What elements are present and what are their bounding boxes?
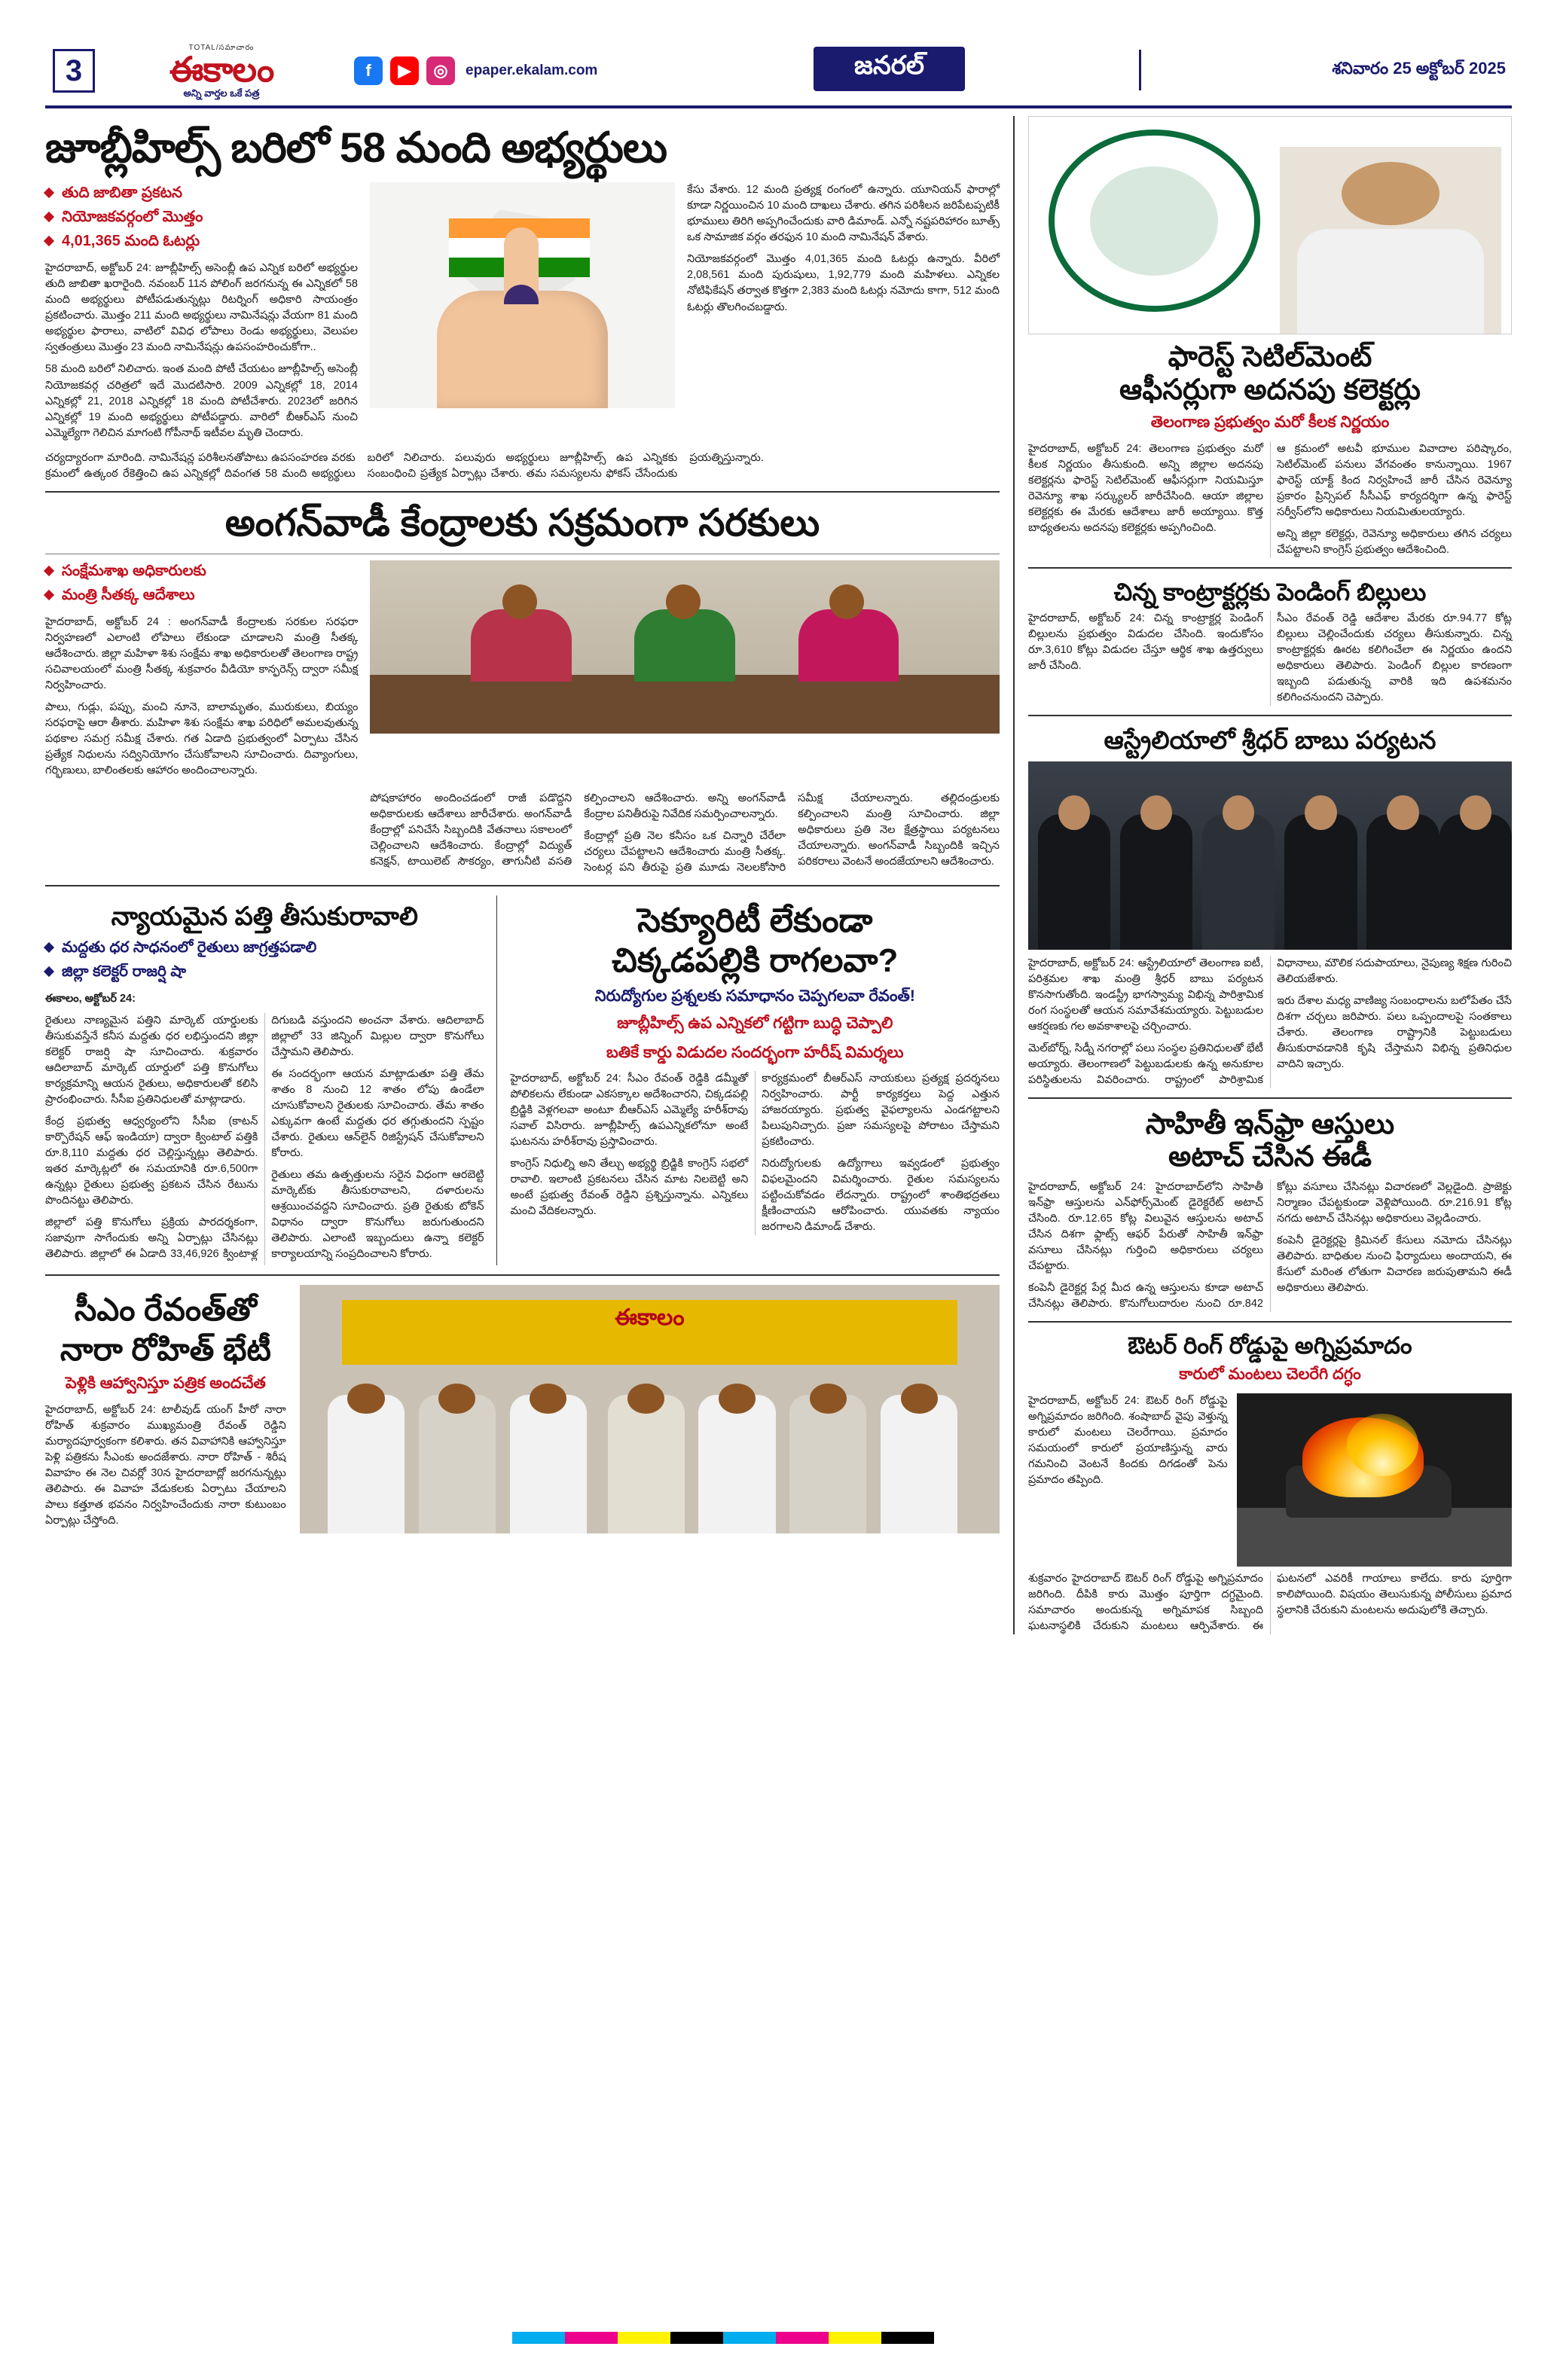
cm-portrait [1280,147,1501,334]
anganwadi-bullets [45,560,358,606]
security-subhead-red-1: జూబ్లీహిల్స్ ఉప ఎన్నికలో గట్టిగా బుద్ధి చెప్పాలి [617,1015,893,1033]
contractors-para-2: సీఎం రేవంత్ రెడ్డి ఆదేశాల మేరకు రూ.94.77 కోట్ల బిల్లులు చెల్లించేందుకు చర్యలు తీసుకున్నారు. చిన్న కాంట్రాక్టర్లకు ఊరట కలిగించేలా ఈ నిర్ణయం ఉందని అధికారులు తెలిపారు. పెండింగ్ బిల్లుల కారణంగా ఇబ్బంది పడుతున్న వారికి ఇది ఉపశమనం కలిగించనుందని చెప్పారు. [1277,612,1512,704]
ed-para-2: కంపెనీ డైరెక్టర్ల పేర్ల మీద ఉన్న ఆస్తులను కూడా అటాచ్ చేసినట్లు తెలిపారు. కొనుగోలుదారుల నుంచి రూ.842 కోట్లు వసూలు చేసినట్లు విచారణలో వెల్లడైంది. ప్రాజెక్టు నిర్మాణం చేపట్టకుండా వెళ్లిపోయింది. రూ.216.91 కోట్ల నగదు అటాచ్ చేసినట్లు అధికారులు వెల్లడించారు. [1028,1181,1512,1311]
security-para-3: కార్యక్రమంలో బీఆర్ఎస్ నాయకులు ప్రత్యక్ష ప్రదర్శనలు నిర్వహించారు. పార్టీ కార్యకర్తలు పెద్ద ఎత్తున హాజరయ్యారు. ప్రభుత్వ వైఫల్యాలను ఎండగట్టాలని పిలుపునిచ్చారు. ప్రజా సమస్యలపై పోరాటం చేస్తామని ప్రకటించారు. [762,1072,1000,1149]
facebook-icon[interactable]: f [354,56,383,85]
list-item: 4,01,365 మంది ఓటర్లు [45,230,358,252]
list-item: మంత్రి సీతక్క ఆదేశాలు [45,584,358,606]
ed-headline-1: సాహితీ ఇన్‌ఫ్రా ఆస్తులు [1145,1108,1395,1140]
forest-headline-1: ఫారెస్ట్ సెటిల్‌మెంట్ [1168,341,1372,373]
lead-para-5: నియోజకవర్గంలో మొత్తం 4,01,365 మంది ఓటర్లు ఉన్నారు. వీరిలో 2,08,561 మంది పురుషులు, 1,92,779 మంది మహిళలు. ఎన్నికల నోటిఫికేషన్ తర్వాత కొత్తగా 2,383 మంది ఓటర్లు నమోదు కాగా, 512 మంది ఓటర్లు తొలగించబడ్డారు. [687,253,1000,313]
anganwadi-para-3: పోషకాహారం అందించడంలో రాజీ పడొద్దని అధికారులకు ఆదేశాలు జారీచేశారు. అంగన్‌వాడీ కేంద్రాల్లో పనిచేసే సిబ్బందికి వేతనాలు సకాలంలో చెల్లించాలని ఆదేశించారు. కేంద్రాల్లో విద్యుత్ కనెక్షన్, టాయిలెట్ సౌకర్యం, తాగునీటి వసతి కల్పించాలని ఆదేశించారు. అన్ని అంగన్‌వాడీ కేంద్రాల పనితీరుపై నివేదిక సమర్పించాలన్నారు. [370,792,786,868]
fire-headline: ఔటర్ రింగ్ రోడ్డుపై అగ్నిప్రమాదం [1128,1332,1412,1359]
ed-para-1: హైదరాబాద్, అక్టోబర్ 24: హైదరాబాద్‌లోని సాహితీ ఇన్‌ఫ్రా ఆస్తులను ఎన్‌ఫోర్స్‌మెంట్ డైరెక్టరేట్ అటాచ్ చేసింది. రూ.12.65 కోట్ల విలువైన ఆస్తులను అటాచ్ చేసిన దిశగా ఫ్లాట్స్ ఆఫర్ పేరుతో సాహితీ ఇన్‌ఫ్రా వసూలు చేసినట్లు గుర్తించి అధికారులు చర్యలు చేపట్టారు. [1028,1181,1263,1273]
fire-para-2: శుక్రవారం హైదరాబాద్ ఔటర్ రింగ్ రోడ్డుపై అగ్నిప్రమాదం జరిగింది. దీపికి కారు మొత్తం పూర్తిగా దగ్ధమైంది. సమాచారం అందుకున్న అగ్నిమాపక సిబ్బంది ఘటనాస్థలికి చేరుకుని మంటలు ఆర్పివేశారు. ఈ ఘటనలో ఎవరికీ గాయాలు కాలేదు. కారు పూర్తిగా కాలిపోయింది. విషయం తెలుసుకున్న పోలీసులు ప్రమాద స్థలానికి చేరుకుని మంటలను అదుపులోకి తెచ్చారు. [1028,1572,1512,1632]
security-para-2: కాంగ్రెస్ నిధుల్ని అని తేల్చు అభ్యర్థి బ్రిడ్జికి కాంగ్రెస్ సభలో రావాలి. ఇలాంటి ప్రకటనలు చేసిన మాట నిలబెట్టి అని అంటే ప్రభుత్వ రేవంత్ రెడ్డిని ప్రశ్నిస్తున్నాను. ఎన్నికలు మంచి వేదికలన్నారు. [510,1158,749,1218]
divider [1028,1321,1512,1323]
lead-para-3: చర్యద్యారంగా మారింది. నామినేషన్ల పరిశీలనతోపాటు ఉపసంహరణ వరకు క్రమంలో ఉత్కంఠ రేకెత్తించి ఉప ఎన్నికల్లో దివంగత 58 మంది అభ్యర్థులు బరిలో నిలిచారు. పలువురు అభ్యర్థులు జూబ్లీహిల్స్ ఉప ఎన్నికకు సంబంధించి ప్రత్యేక ఏర్పాట్లు చేశారు. తమ సమస్యలను ఫోకస్ చేసేందుకు ప్రయత్నిస్తున్నారు. [45,451,764,480]
forest-para-1: హైదరాబాద్, అక్టోబర్ 24: తెలంగాణ ప్రభుత్వం మరో కీలక నిర్ణయం తీసుకుంది. అన్ని జిల్లాల అదనపు కలెక్టర్లను ఫారెస్ట్ సెటిల్‌మెంట్ ఆఫీసర్లుగా నియమిస్తూ రెవెన్యూ శాఖ సర్క్యులర్ జారీచేసింది. ఆయా జిల్లాల కలెక్టర్లకు ఈ మేరకు ఆదేశాలు జారీ అయ్యాయి. కొత్త బాధ్యతలను అదనపు కలెక్టర్లకు అప్పగించింది. [1028,442,1263,534]
logo-top-text: TOTAL/సమాచారం [188,43,255,52]
page-number: 3 [53,49,95,93]
contractors-headline: చిన్న కాంట్రాక్టర్లకు పెండింగ్ బిల్లులు [1113,578,1427,606]
security-para-1: హైదరాబాద్, అక్టోబర్ 24: సీఎం రేవంత్ రెడ్డికి డమ్మీతో పోలికలను లేకుండా ఎకసక్కాల అదేశించారని, చిక్కడపల్లి బ్రిడ్జికి వెళ్లగలవా అంటూ బీఆర్ఎస్ ఎమ్మెల్యే హరీశ్‌రావు సవాల్ విసిరారు. జూబ్లీహిల్స్ ఉపఎన్నికలోనూ అంటే ఘటనను హరీశ్‌రావు ప్రస్తావించారు. [510,1072,749,1149]
lead-bullets [45,182,358,252]
youtube-icon[interactable]: ▶ [390,56,419,85]
divider [1028,715,1512,716]
divider [1028,567,1512,569]
australia-para-3: ఇరు దేశాల మధ్య వాణిజ్య సంబంధాలను బలోపేతం చేసే దిశగా చర్చలు జరిపారు. పలు ఒప్పందాలపై సంతకాలు చేశారు. తెలంగాణ రాష్ట్రానికి పెట్టుబడులు తీసుకురావడానికి కృషి చేస్తామని విభిన్న ప్రతినిధుల వాదిని ఇచ్చారు. [1277,994,1512,1070]
patti-para-2: కేంద్ర ప్రభుత్వ ఆధ్వర్యంలోని సీసీఐ (కాటన్ కార్పొరేషన్ ఆఫ్ ఇండియా) ద్వారా క్వింటాల్ పత్తికి రూ.8,110 మద్దతు ధర చెల్లిస్తున్నట్లు తెలిపారు. ఇతర మార్కెట్లలో ఈ సమయానికి రూ.6,500గా ఉన్నట్లు రైతులు ప్రభుత్వ ప్రకటన చేసిన రేటును పొందినట్టు తెలిపారు. [45,1115,258,1207]
logo-title: ఈకాలం [169,49,274,89]
epaper-url[interactable]: epaper.ekalam.com [466,63,598,78]
burning-car-photo [1237,1393,1512,1567]
telangana-emblem-icon [1049,130,1261,312]
ed-headline-2: అటాచ్ చేసిన ఈడీ [1168,1141,1372,1173]
patti-para-3: జిల్లాలో పత్తి కొనుగోలు ప్రక్రియ పారదర్శకంగా, సజావుగా సాగేందుకు అన్ని ఏర్పాట్లు చేసినట్లు తెలిపారు. జిల్లాలో ఈ ఏడాది 33,46,926 క్వింటాళ్ల దిగుబడి వస్తుందని అంచనా వేశారు. ఆదిలాబాద్ జిల్లాలో 33 జిన్నింగ్ మిల్లుల ద్వారా కొనుగోలు చేస్తామని తెలిపారు. [45,1015,484,1261]
list-item: సంక్షేమశాఖ అధికారులకు [45,560,358,581]
security-subhead-blue: నిరుద్యోగుల ప్రశ్నలకు సమాధానం చెప్పగలవా రేవంత్! [594,987,915,1005]
section-badge: జనరల్ [814,47,965,91]
lead-para-2: 58 మంది బరిలో నిలిచారు. ఇంత మంది పోటీ చేయటం జూబ్లీహిల్స్ అసెంబ్లీ నియోజకవర్గ చరిత్రలో ఇదే మొదటిసారి. 2009 ఎన్నికల్లో 18, 2014 ఎన్నికల్లో 21, 2018 ఎన్నికల్లో 18 మంది పోటీచేశారు. 2023లో జరిగిన ఎన్నికల్లో 19 మంది అభ్యర్థులు పోటీపడ్డారు. వారిలో బీఆర్ఎస్ నుంచి ఎమ్మెల్యేగా గెలిచిన మాగంటి గోపీనాథ్ ఇటీవల మృతి చెందారు. [45,363,358,439]
contractors-para-1: హైదరాబాద్, అక్టోబర్ 24: చిన్న కాంట్రాక్టర్ల పెండింగ్ బిల్లులను ప్రభుత్వం విడుదల చేసింది. ఇందుకోసం రూ.3,610 కోట్లు విడుదల చేస్తూ ఆర్థిక శాఖ ఉత్తర్వులు జారీ చేసింది. [1028,612,1263,673]
rohit-article [45,1285,286,1534]
masthead-divider [1139,50,1141,90]
fire-para-1: హైదరాబాద్, అక్టోబర్ 24: ఔటర్ రింగ్ రోడ్డుపై అగ్నిప్రమాదం జరిగింది. శంషాబాద్ వైపు వెళ్తున్న కారులో మంటలు చెలరేగాయి. ప్రమాదం సమయంలో కారులో ప్రయాణిస్తున్న వారు గమనించి వెంటనే కిందకు దిగడంతో పెను ప్రమాదం తప్పింది. [1028,1394,1228,1486]
rohit-para-1: హైదరాబాద్, అక్టోబర్ 24: టాలీవుడ్ యంగ్ హీరో నారా రోహిత్ శుక్రవారం ముఖ్యమంత్రి రేవంత్ రెడ్డిని మర్యాదపూర్వకంగా కలిశారు. తన వివాహానికి ఆహ్వానిస్తూ పెళ్లి పత్రికను సీఎంకు అందజేశారు. నారా రోహిత్ - శిరీష వివాహం ఈ నెల చివర్లో 30న హైదరాబాద్లో జరగనున్నట్లు తెలిపారు. ఈ వివాహ వేడుకలకు ఏర్పాటు చేయాలని పాలు కత్తూత భవనం నిర్వహించేందుకు నారా కుటుంబం ఏర్పాట్లు చేస్తోంది. [45,1403,286,1527]
patti-para-1: రైతులు నాణ్యమైన పత్తిని మార్కెట్ యార్డులకు తీసుకువస్తేనే కనీస మద్దతు ధర లభిస్తుందని జిల్లా కలెక్టర్ రాజర్షి షా సూచించారు. శుక్రవారం ఆదిలాబాద్ మార్కెట్ యార్డులో పత్తి కొనుగోలు కార్యక్రమాన్ని ఆయన రైతులు, అధికారులతో కలిసి ప్రారంభించారు. సీసీఐ ప్రతినిధులతో మాట్లాడారు. [45,1015,258,1106]
fire-subhead: కారులో మంటలు చెలరేగి దగ్ధం [1179,1365,1361,1384]
security-para-4: నిరుద్యోగులకు ఉద్యోగాలు ఇవ్వడంలో ప్రభుత్వం విఫలమైందని విమర్శించారు. రైతుల సమస్యలను పట్టించుకోవడం లేదన్నారు. రాష్ట్రంలో శాంతిభద్రతలు క్షీణించాయని ఆరోపించారు. యువతకు న్యాయం జరగాలని డిమాండ్ చేశారు. [762,1158,1000,1234]
security-headline-1: సెక్యూరిటీ లేకుండా [637,902,873,940]
edition-date: శనివారం 25 అక్టోబర్ 2025 [1332,59,1506,78]
security-article [511,896,1000,1265]
forest-para-2: ఆ క్రమంలో అటవీ భూముల వివాదాల పరిష్కారం, సెటిల్‌మెంట్ పనులు వేగవంతం కానున్నాయి. 1967 ఫారెస్ట్ యాక్ట్ కింద నిర్వహించే జారీ చేసిన రెవెన్యూ ప్రకారం ప్రిన్సిపల్ సీసీఎఫ్ కార్యదర్శిగా ఉన్న ఫారెస్ట్ సర్వీస్‌లోని అధికారులు నియమితులయ్యారు. [1277,442,1512,518]
social-icons [354,56,455,85]
newspaper-page [45,36,1512,2344]
security-subhead-red-2: బతికే కార్డు విడుదల సందర్భంగా హరీష్ విమర్శలు [606,1043,904,1061]
ed-para-3: కంపెనీ డైరెక్టర్లపై క్రిమినల్ కేసులు నమోదు చేసినట్లు తెలిపారు. బాధితుల నుంచి ఫిర్యాదులు అందాయని, ఈ కేసులో మరింత లోతుగా విచారణ జరుపుతామని ఈడీ అధికారులు తెలిపారు. [1277,1234,1512,1295]
australia-para-2: మెల్‌బోర్న్, సిడ్నీ నగరాల్లో పలు సంస్థల ప్రతినిధులతో భేటీ అయ్యారు. తెలంగాణలో పెట్టుబడులకు ఉన్న అనుకూల పరిస్థితులను వివరించారు. రాష్ట్రంలో పారిశ్రామిక విధానాలు, మౌలిక సదుపాయాలు, నైపుణ్య శిక్షణ గురించి తెలియజేశారు. [1028,957,1512,1086]
anganwadi-para-2: పాలు, గుడ్లు, పప్పు, మంచి నూనె, బాలామృతం, మురుకులు, బియ్యం సరఫరాపై ఆరా తీశారు. మహిళా శిశు సంక్షేమ శాఖ పరిధిలో అమలవుతున్న పథకాల సమగ్ర సమీక్ష చేశారు. గత ఏడాది ప్రభుత్వంలో ఏర్పాటు చేసిన ప్రత్యేక నిధులను సద్వినియోగం చేసుకోవాలని సూచించారు. దివ్యాంగులు, గర్భిణులు, బాలింతలకు ఆహారం అందించాలన్నారు. [45,701,359,777]
australia-para-1: హైదరాబాద్, అక్టోబర్ 24: ఆస్ట్రేలియాలో తెలంగాణ ఐటీ, పరిశ్రమల శాఖ మంత్రి శ్రీధర్ బాబు పర్యటన కొనసాగుతోంది. ఇండస్ట్రీ భాగస్వామ్య విభిన్న పారిశ్రామిక రంగ సంస్థలతో ఆయన సమావేశమయ్యారు. పెట్టుబడుల ఆకర్షణకు గల అవకాశాలపై చర్చించారు. [1028,957,1263,1033]
finger-shape [504,227,539,318]
list-item: తుది జాబితా ప్రకటన [45,182,358,203]
list-item: జిల్లా కలెక్టర్ రాజర్షి షా [45,961,484,982]
patti-para-5: రైతులు తమ ఉత్పత్తులను సరైన విధంగా ఆరబెట్టి మార్కెట్‌కు తీసుకురావాలని, దళారులను ఆశ్రయించవద్దని సూచించారు. ప్రతి రైతుకు టోకెన్ విధానం ద్వారా కొనుగోలు జరుగుతుందని తెలిపారు. ఎలాంటి ఇబ్బందులు ఉన్నా కలెక్టర్ కార్యాలయాన్ని సంప్రదించాలని కోరారు. [271,1169,484,1261]
lead-para-1: హైదరాబాద్, అక్టోబర్ 24: జూబ్లీహిల్స్ అసెంబ్లీ ఉప ఎన్నిక బరిలో అభ్యర్థుల తుది జాబితా ఖరారైంది. నవంబర్ 11న పోలింగ్ జరగనున్న ఈ ఎన్నికలో 58 మంది అభ్యర్థులు పోటీపడుతున్నట్లు రిటర్నింగ్ అధికారి సాయంత్రం ప్రకటించారు. మొత్తం 211 మంది అభ్యర్థులు నామినేషన్లు వేయగా 81 మంది అభ్యర్థుల ఫారాలు, వాటిలో వివిధ లోపాలు రెండు అభ్యర్థులు, వెలుపల స్వతంత్రులు మొత్తం 23 మంది నామినేషన్లు ఉపసంహరించుకోగా.. [45,262,358,354]
anganwadi-headline: అంగన్‌వాడీ కేంద్రాలకు సక్రమంగా సరకులు [224,501,820,544]
masthead [45,36,1512,108]
rohit-headline-2: నారా రోహిత్ భేటీ [60,1331,271,1367]
forest-subhead: తెలంగాణ ప్రభుత్వం మరో కీలక నిర్ణయం [1150,413,1390,432]
divider [1028,1097,1512,1099]
right-column [1015,116,1512,1634]
anganwadi-para-1: హైదరాబాద్, అక్టోబర్ 24 : అంగన్‌వాడీ కేంద్రాలకు సరకుల సరఫరా నిర్వహణలో ఎలాంటి లోపాలు లేకుండా చూడాలని మంత్రి సీతక్క ఆదేశించారు. జిల్లా మహిళా శిశు సంక్షేమ శాఖ అధికారులతో తెలంగాణ రాష్ట్ర సచివాలయంలో మంత్రి సీతక్క శుక్రవారం వీడియో కాన్ఫరెన్స్ ద్వారా సమీక్ష నిర్వహించారు. [45,616,359,692]
patti-article [45,896,497,1265]
event-banner: ఈకాలం [342,1300,958,1365]
patti-dateline: ఈకాలం, అక్టోబర్ 24: [45,993,136,1005]
lead-headline: జూబ్లీహిల్స్ బరిలో 58 మంది అభ్యర్థులు [45,124,667,171]
meeting-photo [370,560,1000,734]
divider [45,885,1000,886]
flame-icon [1347,1414,1418,1476]
ballot-illustration [370,182,675,408]
logo-tagline: అన్ని వార్తల ఒకే పత్ర [183,87,260,99]
event-photo [300,1285,1000,1533]
instagram-icon[interactable]: ◎ [426,56,455,85]
lead-para-4: కేసు వేశారు. 12 మంది ప్రత్యక్ష రంగంలో ఉన్నారు. యూనియన్ ఫారాల్లో కూడా నిర్ణయించిన 10 మంది దాఖలు చేశారు. తగిన పరిశీలన జరిపేటప్పటికీ భూములు తిరిగి అప్పగించేందుకు వారి డిమాండ్. ఎన్నో నష్టపరిహారం బూత్స్ ఒక సామాజిక వర్గం తరఫున 10 మంది నామినేషన్ వేశారు. [687,184,1000,244]
rohit-subhead: పెళ్లికి ఆహ్వానిస్తూ పత్రిక అందచేత [65,1375,266,1393]
left-column [45,116,1015,1634]
australia-group-photo [1028,761,1512,950]
cm-press-photo [1028,116,1512,334]
rohit-headline-1: సీఎం రేవంత్‌తో [74,1292,257,1328]
patti-bullets [45,937,484,982]
security-headline-2: చిక్కడపల్లికి రాగలవా? [612,942,899,980]
list-item: నియోజకవర్గంలో మొత్తం [45,206,358,227]
divider [45,491,1000,493]
list-item: మద్దతు ధర సాధనంలో రైతులు జాగ్రత్తపడాలి [45,937,484,958]
patti-headline: న్యాయమైన పత్తి తీసుకురావాలి [111,902,418,932]
forest-headline-2: ఆఫీసర్లుగా అదనపు కలెక్టర్లు [1119,374,1421,406]
divider [45,1274,1000,1276]
forest-para-3: అన్ని జిల్లా కలెక్టర్లు, రెవెన్యూ అధికారులు తగిన చర్యలు చేపట్టాలని కాంగ్రెస్ ప్రభుత్వం ఆదేశించింది. [1277,527,1512,556]
australia-headline: ఆస్ట్రేలియాలో శ్రీధర్ బాబు పర్యటన [1104,726,1436,755]
logo [108,44,334,98]
cmyk-registration-marks [512,2332,934,2344]
anganwadi-para-4: కేంద్రాల్లో ప్రతి నెల కనీసం ఒక చిన్నారి చేరేలా చర్యలు చేపట్టాలని ఆదేశించారు మంత్రి సీతక్క. సెంటర్ల పని తీరుపై ప్రతి మూడు నెలలకోసారి సమీక్ష చేయాలన్నారు. తల్లిదండ్రులకు కల్పించాలని మంత్రి సూచించారు. జిల్లా అధికారులు ప్రతి నెల క్షేత్రస్థాయి పర్యటనలు చేయాలన్నారు. అంగన్‌వాడీ సిబ్బందికి ఇచ్చిన పరికరాలు వెంటనే అందజేయాలని ఆదేశించారు. [584,792,1000,874]
patti-para-4: ఈ సందర్భంగా ఆయన మాట్లాడుతూ పత్తి తేమ శాతం 8 నుంచి 12 శాతం లోపు ఉండేలా చూసుకోవాలని రైతులకు సూచించారు. తేమ శాతం ఎక్కువగా ఉంటే మద్దతు ధర తగ్గుతుందని స్పష్టం చేశారు. రైతులు ఆన్‌లైన్ రిజిస్ట్రేషన్ చేసుకోవాలని కోరారు. [271,1068,484,1160]
